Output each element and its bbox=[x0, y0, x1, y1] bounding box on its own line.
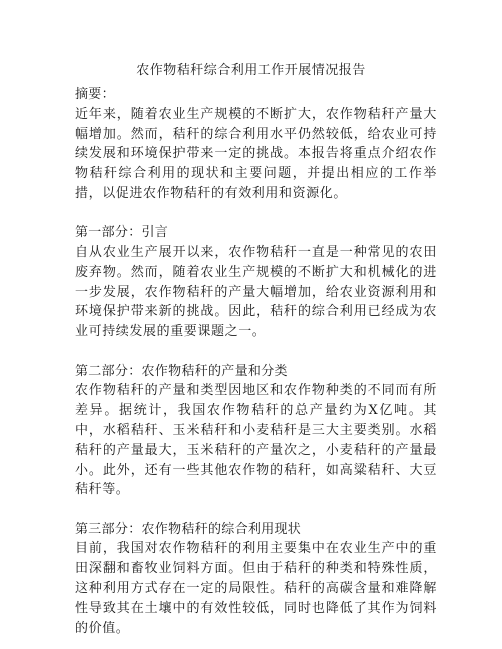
section-abstract bbox=[75, 85, 437, 204]
section-heading: 第二部分：农作物秸秆的产量和分类 bbox=[75, 363, 288, 379]
document-title: 农作物秸秆综合利用工作开展情况报告 bbox=[136, 63, 366, 78]
section-paragraph: 目前，我国对农作物秸秆的利用主要集中在农业生产中的重田深翻和畜牧业饲料方面。但由于秸秆的种类和特殊性质，这种利用方式存在一定的局限性。秸秆的高碳含量和难降解性导致其在土壤中的有效性较低，同时也降低了其作为饲料的价值。 bbox=[75, 541, 437, 636]
section-paragraph: 农作物秸秆的产量和类型因地区和农作物种类的不同而有所差异。据统计，我国农作物秸秆的总产量约为X亿吨。其中，水稻秸秆、玉米秸秆和小麦秸秆是三大主要类别。水稻秸秆的产量最大，玉米秸秆的产量次之，小麦秸秆的产量最小。此外，还有一些其他农作物的秸秆，如高粱秸秆、大豆秸秆等。 bbox=[75, 383, 437, 498]
section-paragraph: 自从农业生产展开以来，农作物秸秆一直是一种常见的农田废弃物。然而，随着农业生产规模的不断扩大和机械化的进一步发展，农作物秸秆的产量大幅增加，给农业资源利用和环境保护带来新的挑战。因此，秸秆的综合利用已经成为农业可持续发展的重要课题之一。 bbox=[75, 245, 437, 340]
section-yield-and-classification bbox=[75, 362, 437, 501]
section-utilization-status bbox=[75, 520, 437, 639]
section-heading: 第一部分：引言 bbox=[75, 225, 169, 241]
document-body bbox=[75, 85, 437, 638]
section-paragraph: 近年来，随着农业生产规模的不断扩大，农作物秸秆产量大幅增加。然而，秸秆的综合利用水平仍然较低，给农业可持续发展和环境保护带来一定的挑战。本报告将重点介绍农作物秸秆综合利用的现状和主要问题，并提出相应的工作举措，以促进农作物秸秆的有效利用和资源化。 bbox=[75, 106, 437, 201]
section-heading: 摘要： bbox=[75, 87, 115, 102]
section-introduction bbox=[75, 223, 437, 342]
section-heading: 第三部分：农作物秸秆的综合利用现状 bbox=[75, 521, 302, 537]
